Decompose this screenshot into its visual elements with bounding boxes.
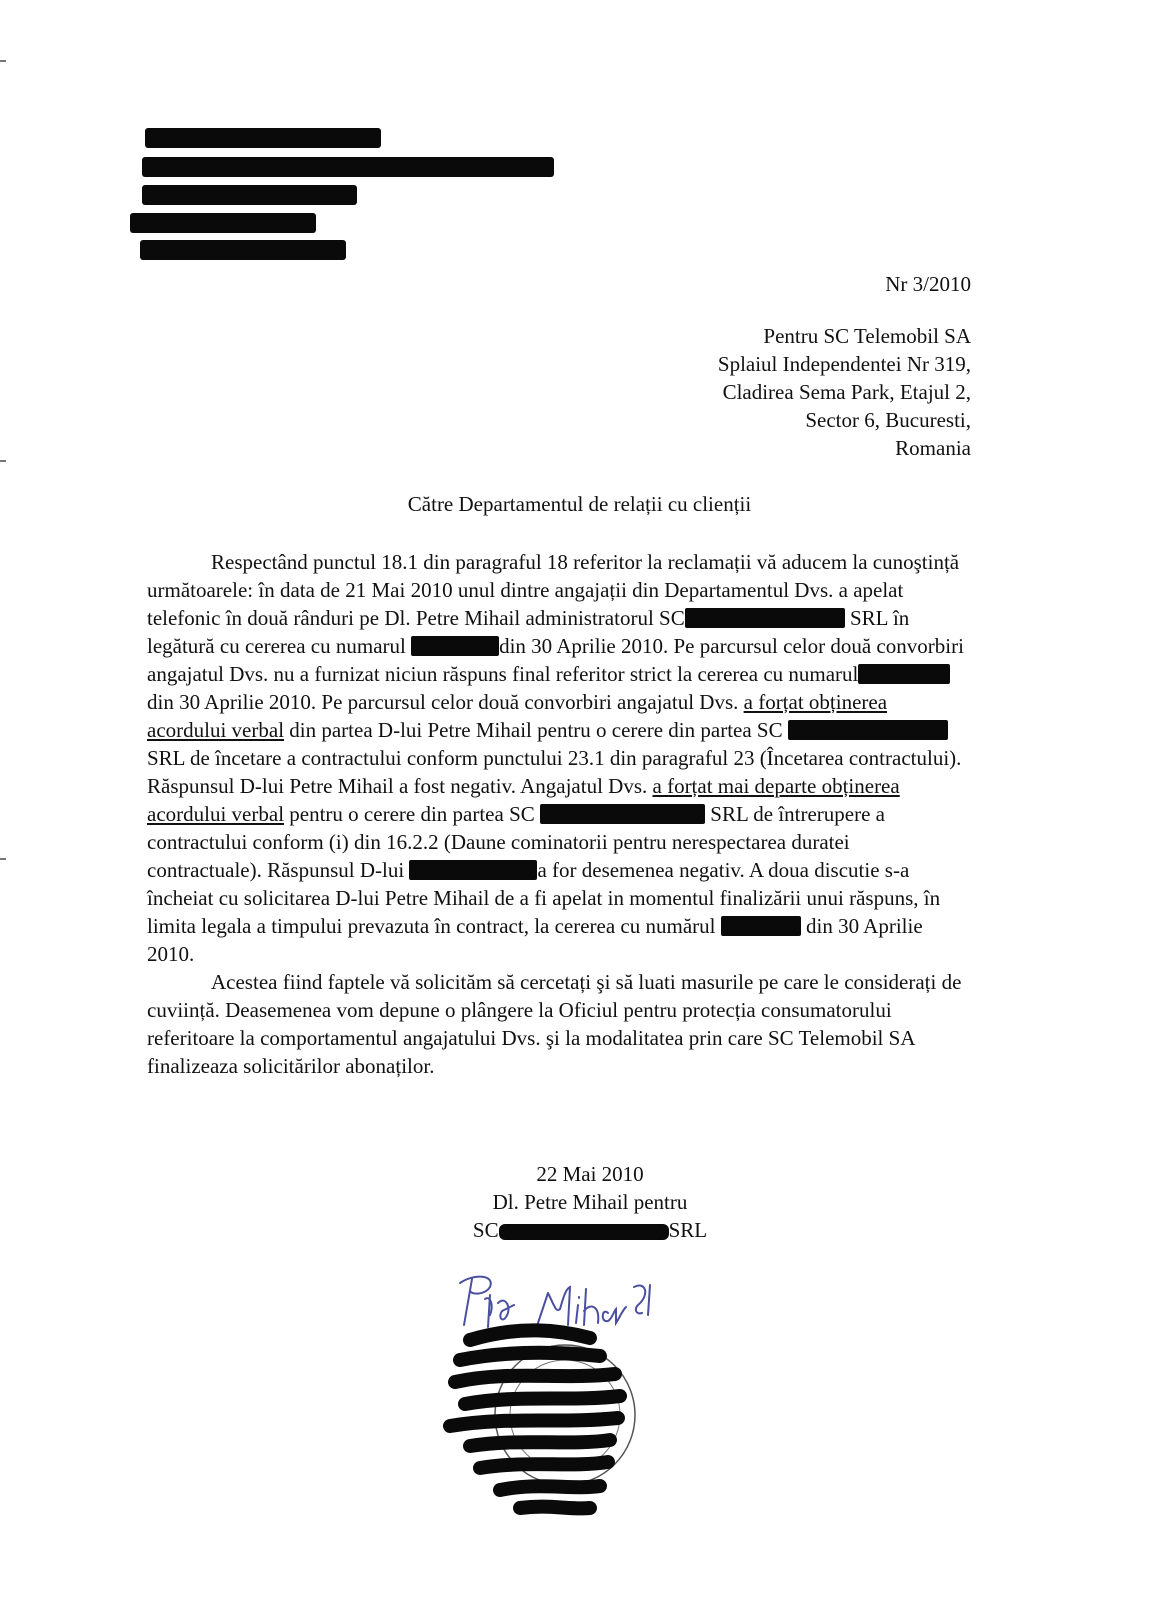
redaction-bar: [142, 157, 554, 177]
redaction-bar: [130, 213, 316, 233]
letter-body: [147, 548, 967, 1080]
scan-mark: [0, 858, 6, 860]
paragraph-1: Respectând punctul 18.1 din paragraful 18 referitor la reclamații vă aducem la cunoştință următoarele: în data de 21 Mai 2010 unul dintre angajații din Departamentul Dvs. a apelat telefonic în două rânduri pe Dl. Petre Mihail administratorul SC SRL în legătură cu cererea cu numarul din 30 Aprilie 2010. Pe parcursul celor două convorbiri angajatul Dvs. nu a furnizat niciun răspuns final referitor strict la cererea cu numaruldin 30 Aprilie 2010. Pe parcursul celor două convorbiri angajatul Dvs. a forțat obținerea acordului verbal din partea D-lui Petre Mihail pentru o cerere din partea SC SRL de încetare a contractului conform punctului 23.1 din paragraful 23 (Încetarea contractului). Răspunsul D-lui Petre Mihail a fost negativ. Angajatul Dvs. a forțat mai departe obținerea acordului verbal pentru o cerere din partea SC SRL de întrerupere a contractului conform (i) din 16.2.2 (Daune cominatorii pentru nerespectarea duratei contractuale). Răspunsul D-lui a for desemenea negativ. A doua discutie s-a încheiat cu solicitarea D-lui Petre Mihail de a fi apelat in momentul finalizării unui răspuns, în limita legala a timpului prevazuta în contract, la cererea cu numărul din 30 Aprilie 2010.: [147, 550, 964, 966]
paragraph-2: Acestea fiind faptele vă solicităm să cercetați şi să luati masurile pe care le considerați de cuviință. Deasemenea vom depune o plângere la Oficiul pentru protecția consumatorului referitoare la comportamentul angajatului Dvs. şi la modalitatea prin care SC Telemobil SA finalizeaza solicitărilor abonaților.: [147, 970, 962, 1078]
recipient-line: Cladirea Sema Park, Etajul 2,: [722, 380, 971, 404]
recipient-line: Romania: [895, 436, 971, 460]
closing-block: [460, 1160, 720, 1244]
redaction-bar: [788, 720, 948, 740]
redaction-bar: [685, 608, 845, 628]
underlined-phrase: a forțat mai departe obținerea acordului verbal: [147, 774, 900, 826]
recipient-line: Sector 6, Bucuresti,: [805, 408, 971, 432]
redaction-bar: [409, 860, 537, 880]
redaction-bar: [145, 128, 381, 148]
scan-mark: [0, 60, 6, 62]
closing-date: 22 Mai 2010: [536, 1162, 644, 1186]
redaction-bar: [140, 240, 346, 260]
underlined-phrase: a forțat obținerea acordului verbal: [147, 690, 888, 742]
closing-company: SC SRL: [472, 1218, 708, 1242]
recipient-line: Splaiul Independentei Nr 319,: [717, 352, 971, 376]
redaction-bar: [721, 916, 801, 936]
redaction-bar: [499, 1224, 669, 1240]
closing-signatory: Dl. Petre Mihail pentru: [492, 1190, 688, 1214]
redaction-bar: [411, 636, 499, 656]
redaction-bar: [142, 185, 357, 205]
salutation: Către Departamentul de relații cu clienții: [407, 492, 752, 516]
recipient-line: Pentru SC Telemobil SA: [763, 324, 971, 348]
scan-mark: [0, 460, 6, 462]
redaction-bar: [540, 804, 705, 824]
document-number: Nr 3/2010: [885, 272, 971, 296]
redacted-stamp: [440, 1320, 650, 1520]
recipient-address: [718, 322, 971, 462]
redaction-bar: [858, 664, 950, 684]
